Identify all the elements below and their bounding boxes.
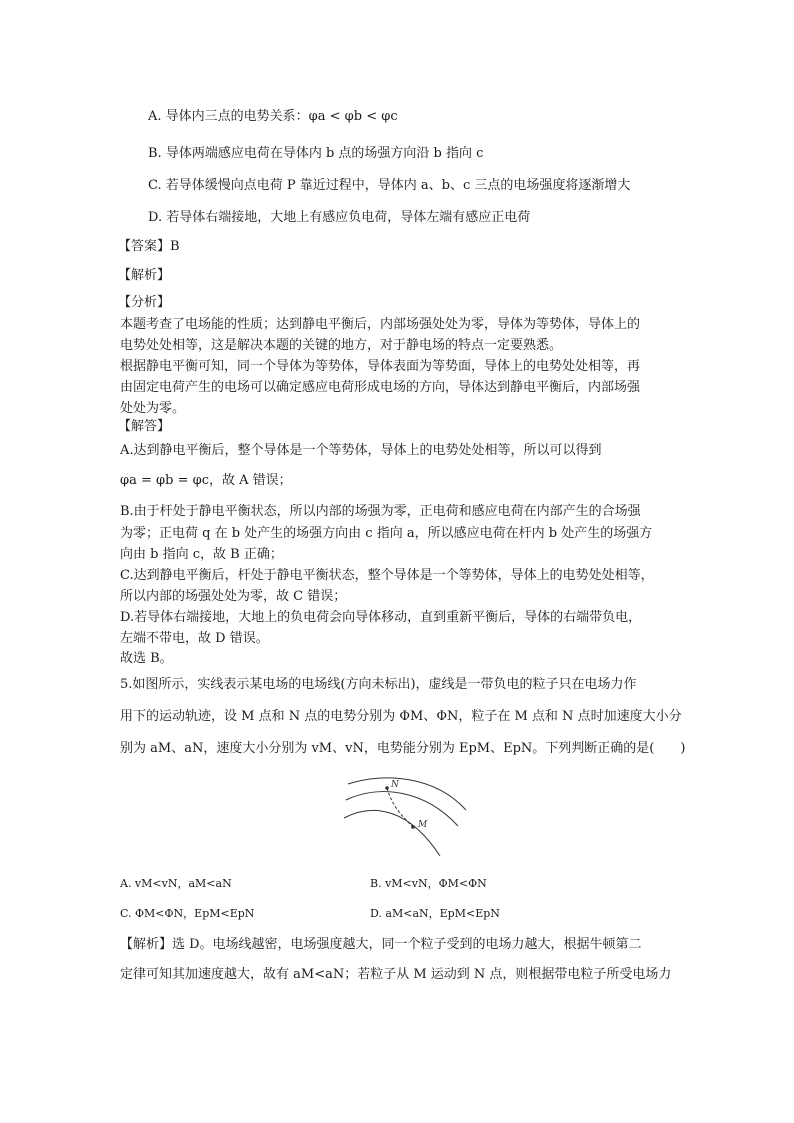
jieda-line: A.达到静电平衡后，整个导体是一个等势体，导体上的电势处处相等，所以可以得到 bbox=[120, 443, 602, 458]
point-n-dot bbox=[385, 786, 389, 790]
option-c: C. 若导体缓慢向点电荷 P 靠近过程中，导体内 a、b、c 三点的电场强度将逐渐增大 bbox=[148, 178, 631, 193]
answer-label: 【答案】B bbox=[118, 239, 180, 254]
field-line-diagram bbox=[340, 770, 470, 860]
jieda-line: 所以内部的场强处处为零，故 C 错误； bbox=[120, 589, 347, 604]
point-m-dot bbox=[411, 825, 415, 829]
jieda-heading: 【解答】 bbox=[118, 419, 171, 434]
choice-b: B. vM<vN，ΦM<ΦN bbox=[370, 877, 487, 890]
jieda-line: 向由 b 指向 c，故 B 正确； bbox=[120, 547, 283, 562]
jieda-line: 故选 B。 bbox=[120, 651, 173, 666]
field-line bbox=[344, 810, 440, 856]
jieda-line: B.由于杆处于静电平衡状态，所以内部的场强为零，正电荷和感应电荷在内部产生的合场强 bbox=[120, 504, 641, 519]
fenxi-line: 处处为零。 bbox=[120, 401, 186, 416]
jieda-line: C.达到静电平衡后，杆处于静电平衡状态，整个导体是一个等势体，导体上的电势处处相等， bbox=[120, 568, 654, 583]
fenxi-line: 电势处处相等，这是解决本题的关键的地方，对于静电场的特点一定要熟悉。 bbox=[120, 338, 563, 353]
fenxi-line: 由固定电荷产生的电场可以确定感应电荷形成电场的方向，导体达到静电平衡后，内部场强 bbox=[120, 380, 641, 395]
jieda-line: 左端不带电，故 D 错误。 bbox=[120, 631, 269, 646]
choice-a: A. vM<vN，aM<aN bbox=[120, 877, 232, 890]
choice-d: D. aM<aN，EpM<EpN bbox=[370, 907, 500, 920]
trajectory-dashed bbox=[387, 788, 413, 827]
q5-analysis-line: 【解析】选 D。电场线越密，电场强度越大，同一个粒子受到的电场力越大，根据牛顿第二 bbox=[120, 937, 642, 952]
label-m: M bbox=[418, 820, 428, 830]
fenxi-line: 本题考查了电场能的性质；达到静电平衡后，内部场强处处为零，导体为等势体，导体上的 bbox=[120, 317, 641, 332]
label-n: N bbox=[391, 780, 399, 790]
jieda-line: 为零；正电荷 q 在 b 处产生的场强方向由 c 指向 a，所以感应电荷在杆内 b 处产生的场强方 bbox=[120, 526, 653, 541]
option-b: B. 导体两端感应电荷在导体内 b 点的场强方向沿 b 指向 c bbox=[148, 146, 484, 161]
question-5-line: 别为 aM、aN，速度大小分别为 vM、vN，电势能分别为 EpM、EpN。下列判断正确的是( ) bbox=[120, 741, 686, 756]
option-a: A. 导体内三点的电势关系：φa < φb < φc bbox=[148, 109, 398, 124]
field-line bbox=[348, 778, 466, 810]
fenxi-line: 根据静电平衡可知，同一个导体为等势体，导体表面为等势面，导体上的电势处处相等，再 bbox=[120, 359, 641, 374]
option-d: D. 若导体右端接地，大地上有感应负电荷，导体左端有感应正电荷 bbox=[148, 210, 531, 225]
fenxi-heading: 【分析】 bbox=[118, 295, 171, 310]
jieda-line: D.若导体右端接地，大地上的负电荷会向导体移动，直到重新平衡后，导体的右端带负电， bbox=[120, 610, 642, 625]
jieda-line: φa = φb = φc，故 A 错误； bbox=[120, 473, 292, 488]
q5-analysis-line: 定律可知其加速度越大，故有 aM<aN；若粒子从 M 运动到 N 点，则根据带电粒子所受电场力 bbox=[120, 967, 672, 982]
field-line bbox=[346, 792, 458, 826]
question-5-line: 5.如图所示，实线表示某电场的电场线(方向未标出)，虚线是一带负电的粒子只在电场力作 bbox=[120, 677, 637, 692]
question-5-line: 用下的运动轨迹，设 M 点和 N 点的电势分别为 ΦM、ΦN，粒子在 M 点和 N 点时加速度大小分 bbox=[120, 709, 682, 724]
analysis-heading: 【解析】 bbox=[118, 268, 171, 283]
choice-c: C. ΦM<ΦN，EpM<EpN bbox=[120, 907, 255, 920]
